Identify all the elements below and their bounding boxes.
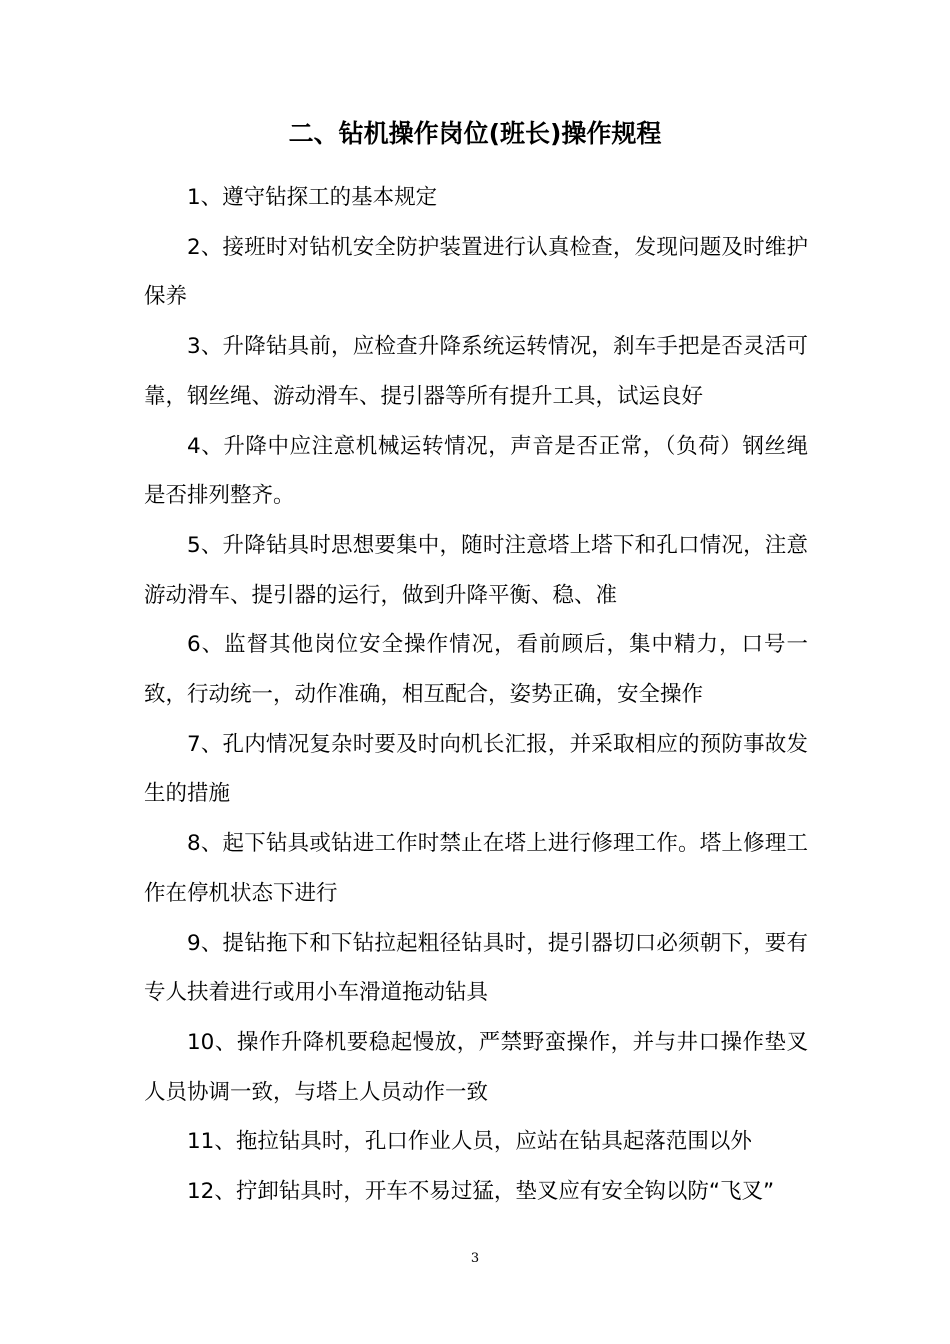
page-number: 3	[470, 1251, 480, 1266]
paragraph-7: 7、孔内情况复杂时要及时向机长汇报，并采取相应的预防事故发生的措施	[144, 731, 808, 807]
paragraph-4: 4、升降中应注意机械运转情况，声音是否正常，（负荷）钢丝绳是否排列整齐。	[144, 433, 808, 509]
paragraph-6: 6、监督其他岗位安全操作情况，看前顾后，集中精力，口号一致，行动统一，动作准确，相互配合，姿势正确，安全操作	[144, 632, 808, 708]
paragraph-10: 10、操作升降机要稳起慢放，严禁野蛮操作，并与井口操作垫叉人员协调一致，与塔上人员动作一致	[144, 1029, 808, 1105]
document-body	[144, 173, 808, 1217]
paragraph-5: 5、升降钻具时思想要集中，随时注意塔上塔下和孔口情况，注意游动滑车、提引器的运行，做到升降平衡、稳、准	[144, 532, 808, 608]
paragraph-8: 8、起下钻具或钻进工作时禁止在塔上进行修理工作。塔上修理工作在停机状态下进行	[144, 831, 808, 906]
paragraph-2: 2、接班时对钻机安全防护装置进行认真检查，发现问题及时维护保养	[144, 234, 808, 310]
paragraph-11: 11、拖拉钻具时，孔口作业人员，应站在钻具起落范围以外	[187, 1129, 752, 1155]
document-title: 二、钻机操作岗位(班长)操作规程	[288, 119, 662, 148]
paragraph-12: 12、拧卸钻具时，开车不易过猛，垫叉应有安全钩以防“飞叉”	[187, 1179, 775, 1205]
paragraph-9: 9、提钻拖下和下钻拉起粗径钻具时，提引器切口必须朝下，要有专人扶着进行或用小车滑道拖动钻具	[144, 930, 808, 1006]
paragraph-3: 3、升降钻具前，应检查升降系统运转情况，刹车手把是否灵活可靠，钢丝绳、游动滑车、提引器等所有提升工具，试运良好	[144, 334, 808, 409]
paragraph-1: 1、遵守钻探工的基本规定	[187, 185, 438, 210]
